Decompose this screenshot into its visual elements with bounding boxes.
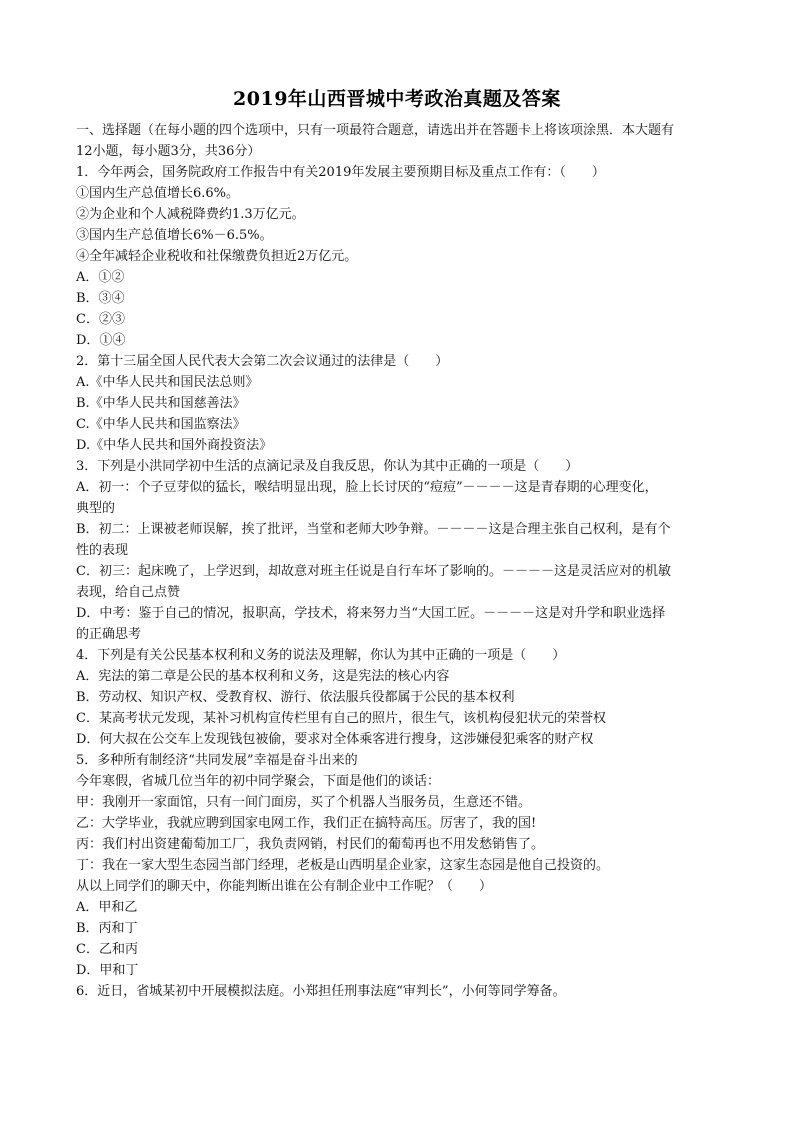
question-5-dialogue-line: 乙：大学毕业，我就应聘到国家电网工作，我们正在搞特高压。厉害了，我的国! — [76, 816, 537, 831]
question-3-option-a-cont: 典型的 — [76, 501, 116, 516]
question-6-stem: 6．近日，省城某初中开展模拟法庭。小郑担任刑事法庭“审判长”，小何等同学筹备。 — [76, 984, 566, 999]
question-4-stem: 4．下列是有关公民基本权利和义务的说法及理解，你认为其中正确的一项是（ ） — [76, 648, 566, 663]
question-5-option-a: A．甲和乙 — [76, 900, 138, 915]
section-heading-cont: 12小题，每小题3分，共36分） — [76, 144, 261, 159]
document-title: 2019年山西晋城中考政治真题及答案 — [233, 88, 561, 110]
question-1-item: ③国内生产总值增长6%－6.5%。 — [76, 228, 273, 243]
question-3-option-d-cont: 的正确思考 — [76, 627, 142, 642]
question-2-stem: 2．第十三届全国人民代表大会第二次会议通过的法律是（ ） — [76, 354, 449, 369]
question-2-option-a: A.《中华人民共和国民法总则》 — [76, 375, 259, 390]
question-3-option-c-cont: 表现，给自己点赞 — [76, 585, 181, 600]
question-1-item: ②为企业和个人减税降费约1.3万亿元。 — [76, 207, 305, 222]
question-3-option-d: D．中考：鉴于自己的情况，报职高，学技术，将来努力当“大国工匠。－－－－这是对升学和职业选择 — [76, 606, 666, 621]
question-5-option-d: D．甲和丁 — [76, 963, 139, 978]
question-5-option-c: C．乙和丙 — [76, 942, 138, 957]
question-2-option-d: D.《中华人民共和国外商投资法》 — [76, 438, 273, 453]
question-1-item: ④全年减轻企业税收和社保缴费负担近2万亿元。 — [76, 249, 358, 264]
section-heading: 一、选择题（在每小题的四个选项中，只有一项最符合题意，请选出并在答题卡上将该项涂黑．本大题有 — [76, 123, 675, 138]
document-body — [76, 120, 728, 1002]
question-2-option-b: B.《中华人民共和国慈善法》 — [76, 396, 246, 411]
question-4-option-d: D．何大叔在公交车上发现钱包被偷，要求对全体乘客进行搜身，这涉嫌侵犯乘客的财产权 — [76, 732, 594, 747]
question-5-question: 从以上同学们的聊天中，你能判断出谁在公有制企业中工作呢？（ ） — [76, 879, 493, 894]
question-1-stem: 1．今年两会，国务院政府工作报告中有关2019年发展主要预期目标及重点工作有：（ ） — [76, 165, 605, 180]
question-3-option-b-cont: 性的表现 — [76, 543, 129, 558]
question-4-option-a: A．宪法的第二章是公民的基本权利和义务，这是宪法的核心内容 — [76, 669, 450, 684]
question-2-option-c: C.《中华人民共和国监察法》 — [76, 417, 246, 432]
question-4-option-c: C．某高考状元发现，某补习机构宣传栏里有自己的照片，很生气，该机构侵犯状元的荣誉权 — [76, 711, 606, 726]
question-1-option-b: B．③④ — [76, 291, 125, 306]
question-3-stem: 3．下列是小洪同学初中生活的点滴记录及自我反思，你认为其中正确的一项是（ ） — [76, 459, 579, 474]
question-5-dialogue-line: 甲：我刚开一家面馆，只有一间门面房，买了个机器人当服务员，生意还不错。 — [76, 795, 532, 810]
question-5-dialogue-line: 丁：我在一家大型生态园当部门经理，老板是山西明星企业家，这家生态园是他自己投资的。 — [76, 858, 610, 873]
question-1-option-d: D．①④ — [76, 333, 126, 348]
question-1-option-a: A．①② — [76, 270, 125, 285]
question-3-option-a: A．初一：个子豆芽似的猛长，喉结明显出现，脸上长讨厌的“痘痘”－－－－这是青春期的心理变化， — [76, 480, 658, 495]
question-1-option-c: C．②③ — [76, 312, 125, 327]
question-5-stem: 5．多种所有制经济“共同发展”幸福是奋斗出来的 — [76, 753, 358, 768]
question-3-option-c: C．初三：起床晚了，上学迟到，却故意对班主任说是自行车坏了影响的。－－－－这是灵活应对的机敏 — [76, 564, 671, 579]
question-5-dialogue-line: 丙：我们村出资建葡萄加工厂，我负责网销，村民们的葡萄再也不用发愁销售了。 — [76, 837, 545, 852]
question-1-item: ①国内生产总值增长6.6%。 — [76, 186, 240, 201]
question-5-option-b: B．丙和丁 — [76, 921, 138, 936]
question-3-option-b: B．初二：上课被老师误解，挨了批评，当堂和老师大吵争辩。－－－－这是合理主张自己权利，是有个 — [76, 522, 671, 537]
question-5-intro: 今年寒假，省城几位当年的初中同学聚会，下面是他们的谈话： — [76, 774, 441, 789]
question-4-option-b: B．劳动权、知识产权、受教育权、游行、依法服兵役都属于公民的基本权利 — [76, 690, 515, 705]
